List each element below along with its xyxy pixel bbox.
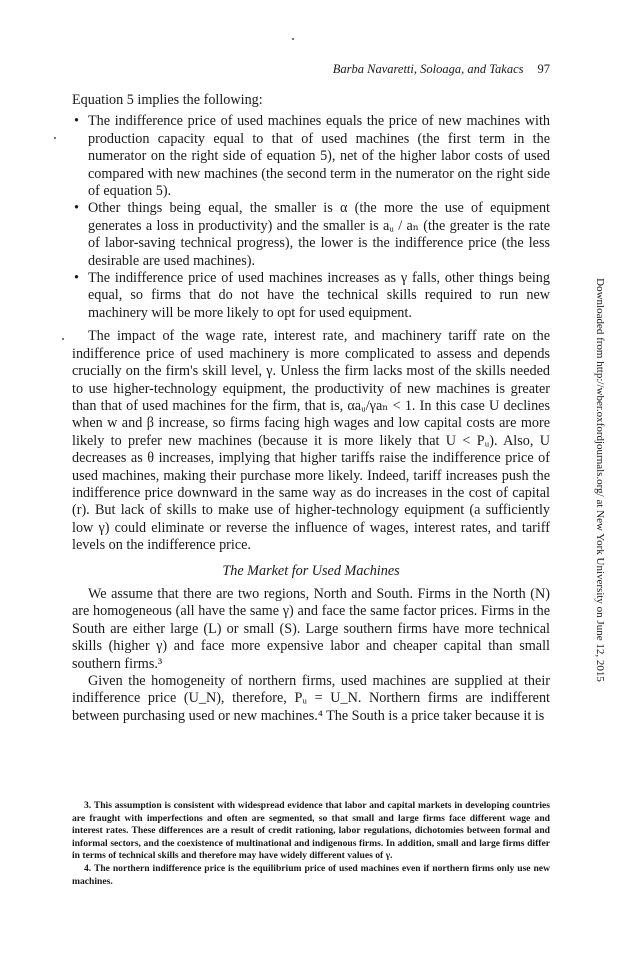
bullet-dot: • — [74, 113, 79, 130]
main-text — [72, 92, 550, 725]
bullet-text: The indifference price of used machines equals the price of new machines with production capacity equal to that of used machines (the first term in the numerator on the right side of equation 5), net of the higher labor costs of used compared with new machines (the second term in the numerator on the right side of equation 5). — [88, 113, 550, 200]
paragraph: The impact of the wage rate, interest rate, and machinery tariff rate on the indifference price of used machinery is more complicated to assess and depends crucially on the firm's skill level, γ. Unless the firm lacks most of the skills needed to use higher-technology equipment, the productivity of new machines is greater than that of used machines for the firm, that is, αaᵤ/γaₙ < 1. In this case U declines when w and β increase, so firms facing high wages and low capital costs are more likely to prefer new machines (because it is more likely that U < Pᵤ). Also, U decreases as θ increases, implying that higher tariffs raise the indifference price of used machines, making their purchase more likely. Indeed, tariff increases push the indifference price downward in the same way as do increases in the cost of capital (r). But lack of skills to make use of higher-technology equipment (a sufficiently low γ) could eliminate or reverse the influence of wages, interest rates, and tariff levels on the indifference price. — [72, 328, 550, 554]
intro-line: Equation 5 implies the following: — [72, 92, 263, 108]
bullet-list — [72, 113, 550, 322]
scan-speck — [62, 338, 64, 340]
download-watermark: Downloaded from http://wber.oxfordjournals.org/ at New York University on June 12, 2015 — [594, 278, 606, 682]
bullet-text: Other things being equal, the smaller is α (the more the use of equipment generates a loss in productivity) and the smaller is aᵤ / aₙ (the greater is the rate of labor-saving technical progress), the lower is the indifference price (the less desirable are used machines). — [88, 200, 550, 269]
page-number: 97 — [537, 62, 550, 76]
scan-speck — [292, 38, 294, 40]
scan-speck — [54, 137, 56, 139]
bullet-dot: • — [74, 270, 79, 287]
footnotes — [72, 800, 550, 888]
running-header — [72, 62, 550, 77]
bullet-item — [72, 270, 550, 322]
paragraph: We assume that there are two regions, North and South. Firms in the North (N) are homogeneous (all have the same γ) and face the same factor prices. Firms in the South are either large (L) or small (S). Large southern firms have more technical skills (higher γ) and face more expensive labor and cheaper capital than small southern firms.³ — [72, 585, 550, 672]
paragraph: Given the homogeneity of northern firms, used machines are supplied at their indifference price (U_N), therefore, Pᵤ = U_N. Northern firms are indifferent between purchasing used or new machines.⁴ The South is a price taker because it is — [72, 673, 550, 724]
footnote: 4. The northern indifference price is the equilibrium price of used machines even if northern firms only use new machines. — [72, 862, 550, 887]
bullet-item — [72, 200, 550, 270]
bullet-text: The indifference price of used machines increases as γ falls, other things being equal, so firms that do not have the technical skills required to run new machinery will be more likely to opt for used equipment. — [88, 270, 550, 321]
running-header-authors: Barba Navaretti, Soloaga, and Takacs — [332, 62, 524, 76]
bullet-dot: • — [74, 200, 79, 217]
footnote: 3. This assumption is consistent with widespread evidence that labor and capital markets in developing countries are fraught with imperfections and often are segmented, so that small and large firms face different wage and interest rates. These differences are a result of credit rationing, labor regulations, dichotomies between formal and informal sectors, and the coexistence of multinational and indigenous firms. In addition, small and large firms differ in terms of technical skills and therefore may have widely different values of γ. — [72, 800, 550, 862]
bullet-item — [72, 113, 550, 200]
section-heading: The Market for Used Machines — [222, 562, 400, 579]
